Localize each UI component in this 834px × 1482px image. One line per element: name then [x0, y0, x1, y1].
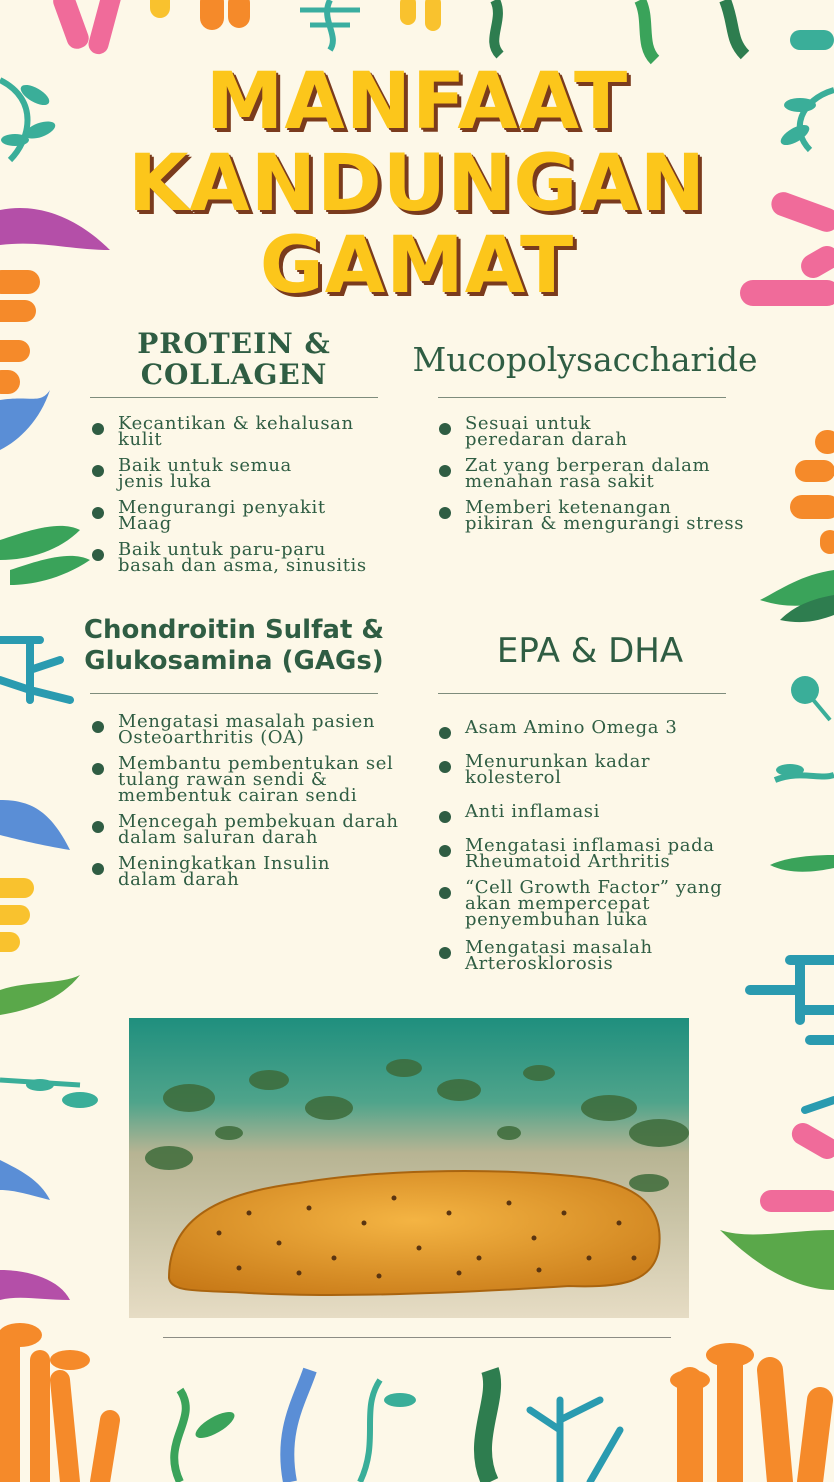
- yellow-coral-left-icon: [0, 878, 34, 952]
- green-leaf-right-icon: [760, 570, 834, 622]
- heading-line: Glukosamina (GAGs): [84, 646, 384, 676]
- chondro-benefit-list: [90, 711, 430, 890]
- title-line-2: KANDUNGAN: [127, 139, 707, 229]
- blue-leaf-left-bottom-icon: [0, 1160, 50, 1200]
- list-item: Mencegah pembekuan darah dalam saluran darah: [90, 814, 430, 846]
- heading-line: Chondroitin Sulfat &: [83, 615, 385, 645]
- section-epa-dha: [438, 630, 742, 672]
- heading-line: EPA & DHA: [496, 631, 684, 671]
- list-item: Mengatasi masalah Arterosklorosis: [437, 940, 807, 972]
- list-item: Kecantikan & kehalusan kulit: [90, 416, 410, 448]
- section-divider: [90, 397, 378, 398]
- muco-benefit-list: [437, 413, 797, 534]
- protein-benefit-list: [90, 413, 410, 576]
- section-heading: [60, 615, 408, 677]
- blue-leaf-left-icon: [0, 390, 50, 450]
- title-line-3: GAMAT: [259, 221, 575, 311]
- green-seaweed-bottom-icon: [174, 1370, 620, 1482]
- purple-leaf-left-bottom-icon: [0, 1270, 70, 1300]
- bottom-divider: [163, 1337, 671, 1338]
- seaweed-top-icon: [300, 0, 745, 60]
- title-line-1: MANFAAT: [205, 57, 629, 147]
- list-item: Anti inflamasi: [437, 804, 807, 820]
- pink-coral-right-bottom-icon: [760, 1100, 834, 1212]
- list-item: Memberi ketenangan pikiran & mengurangi stress: [437, 500, 797, 532]
- section-divider: [438, 693, 726, 694]
- list-item: Meningkatkan Insulin dalam darah: [90, 856, 430, 888]
- epa-benefit-list: [437, 717, 807, 974]
- green-leaf-left-icon: [0, 526, 90, 585]
- section-chondroitin: [60, 615, 408, 677]
- green-leaf-right-bottom-icon: [720, 1230, 834, 1290]
- sea-cucumber-photo: [129, 1018, 689, 1318]
- section-heading: [398, 340, 772, 380]
- list-item: Baik untuk paru-paru basah dan asma, sinusitis: [90, 542, 410, 574]
- list-item: Mengurangi penyakit Maag: [90, 500, 410, 532]
- sea-cucumber-image: [129, 1018, 689, 1318]
- list-item: Asam Amino Omega 3: [437, 720, 807, 736]
- heading-line: Mucopolysaccharide: [412, 340, 758, 379]
- list-item: Sesuai untuk peredaran darah: [437, 416, 797, 448]
- heading-line: COLLAGEN: [140, 358, 328, 391]
- list-item: Mengatasi inflamasi pada Rheumatoid Arthritis: [437, 838, 807, 870]
- section-protein-collagen: [90, 328, 378, 390]
- list-item: “Cell Growth Factor” yang akan mempercepat penyembuhan luka: [437, 880, 807, 928]
- heading-line: PROTEIN &: [137, 327, 331, 360]
- list-item: Zat yang berperan dalam menahan rasa sakit: [437, 458, 797, 490]
- teal-coral-right-icon: [750, 960, 834, 1040]
- section-heading: [90, 328, 378, 390]
- coral-top-left-icon: [50, 0, 250, 56]
- orange-coral-bottom-left-icon: [0, 1323, 110, 1482]
- section-divider: [438, 397, 726, 398]
- section-divider: [90, 693, 378, 694]
- green-leaf-left-lower2-icon: [0, 975, 80, 1015]
- list-item: Menurunkan kadar kolesterol: [437, 754, 807, 786]
- list-item: Membantu pembentukan sel tulang rawan sendi & membentuk cairan sendi: [90, 756, 430, 804]
- blue-leaf-left-lower-icon: [0, 800, 70, 850]
- teal-plant-left-icon: [0, 1079, 98, 1108]
- orange-coral-bottom-right-icon: [670, 1343, 820, 1482]
- list-item: Mengatasi masalah pasien Osteoarthritis (OA): [90, 714, 430, 746]
- section-mucopolysaccharide: [398, 340, 772, 380]
- section-heading: [438, 630, 742, 672]
- list-item: Baik untuk semua jenis luka: [90, 458, 410, 490]
